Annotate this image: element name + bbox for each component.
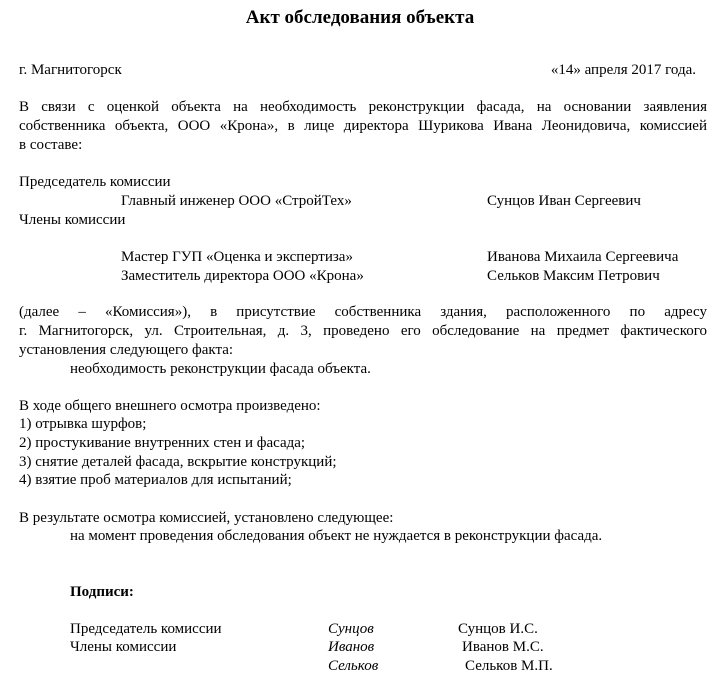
member-position: Мастер ГУП «Оценка и экспертиза» <box>121 249 353 265</box>
intro-line-3: в составе: <box>19 137 83 153</box>
signature-handwritten: Иванов <box>328 639 375 655</box>
intro-line-1: В связи с оценкой объекта на необходимость реконструкции фасада, на основании заявления <box>19 99 707 115</box>
address-line-2: г. Магнитогорск, ул. Строительная, д. 3, проведено его обследование на предмет фактического <box>19 323 707 339</box>
result-heading: В результате осмотра комиссией, установлено следующее: <box>19 510 394 526</box>
signature-handwritten: Сунцов <box>328 621 374 637</box>
member-name: Сельков Максим Петрович <box>487 268 660 284</box>
signatures-heading: Подписи: <box>70 584 134 600</box>
member-name: Иванова Михаила Сергеевича <box>487 249 679 265</box>
inspection-item: 1) отрывка шурфов; <box>19 416 147 432</box>
inspection-heading: В ходе общего внешнего осмотра произведено: <box>19 398 321 414</box>
intro-line-2: собственника объекта, ООО «Крона», в лице директора Шурикова Ивана Леонидовича, комиссией <box>19 118 707 134</box>
signature-name: Иванов М.С. <box>462 639 544 655</box>
document-title: Акт обследования объекта <box>245 7 475 28</box>
member-position: Заместитель директора ООО «Крона» <box>121 268 364 284</box>
chair-heading: Председатель комиссии <box>19 174 171 190</box>
address-line-1: (далее – «Комиссия»), в присутствие собственника здания, расположенного по адресу <box>19 304 707 320</box>
members-heading: Члены комиссии <box>19 212 126 228</box>
signature-chair-label: Председатель комиссии <box>70 621 222 637</box>
signature-handwritten: Сельков <box>328 658 379 674</box>
signature-members-label: Члены комиссии <box>70 639 177 655</box>
document-date: «14» апреля 2017 года. <box>550 62 696 78</box>
chair-name: Сунцов Иван Сергеевич <box>487 193 641 209</box>
signature-name: Сельков М.П. <box>465 658 553 674</box>
result-text: на момент проведения обследования объект не нуждается в реконструкции фасада. <box>70 528 603 544</box>
inspection-item: 3) снятие деталей фасада, вскрытие конструкций; <box>19 454 337 470</box>
address-line-3: установления следующего факта: <box>19 342 234 358</box>
chair-position: Главный инженер ООО «СтройТех» <box>121 193 352 209</box>
inspection-item: 4) взятие проб материалов для испытаний; <box>19 472 292 488</box>
inspection-item: 2) простукивание внутренних стен и фасада; <box>19 435 306 451</box>
signature-name: Сунцов И.С. <box>458 621 538 637</box>
fact-text: необходимость реконструкции фасада объекта. <box>70 361 371 377</box>
city: г. Магнитогорск <box>19 62 122 78</box>
